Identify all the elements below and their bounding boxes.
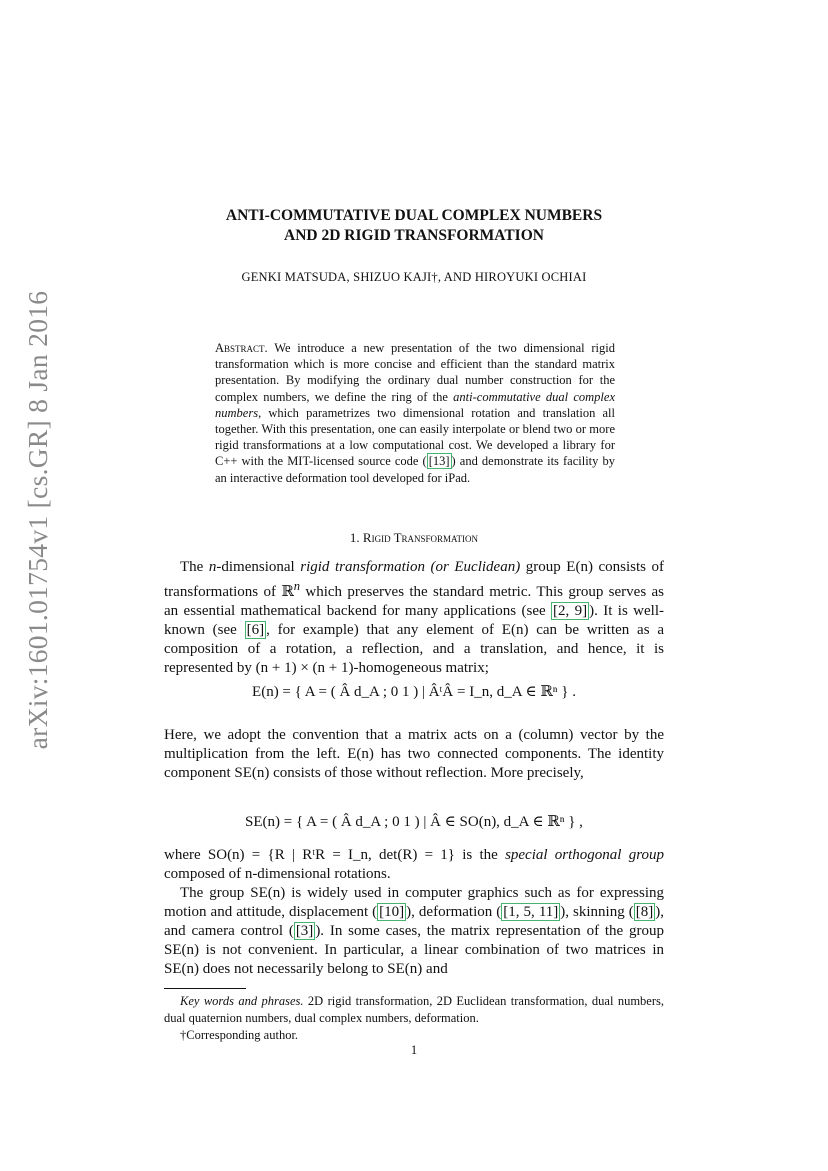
text-run: composed of n-dimensional rotations. (164, 865, 391, 882)
footnote-rule (164, 988, 246, 989)
text-run: , for example) that any element of E(n) can be written as a composition of a rotation, a reflection, and a translation, and hence, it is represented by (n + 1) × (n + 1)-homogeneous matrix; (164, 621, 665, 676)
text-run: ). In some cases, the matrix representation of the group SE(n) is not convenient. In particular, a linear combination of two matrices in SE(n) does not necessarily belong to SE(n) and (164, 922, 664, 977)
citation-link[interactable]: [10] (379, 903, 405, 920)
author-list: GENKI MATSUDA, SHIZUO KAJI†, AND HIROYUKI OCHIAI (241, 270, 587, 284)
abstract-text-1: We introduce a new presentation of the two dimensional rigid transformation which is more concise and efficient than the standard matrix presentation. By modifying the ordinary dual number construction for the complex numbers, we define the ring of the (215, 341, 615, 404)
text-run: The (180, 559, 204, 575)
abstract-text-2: , which parametrizes two dimensional rotation and translation all together. With this presentation, one can easily interpolate or blend two or more rigid transformations at a low computational cost. We developed a library for C++ with the MIT-licensed source code ( (215, 405, 615, 469)
page-number: 1 (410, 1043, 418, 1057)
text-run: The group SE(n) is widely used in computer graphics such as for expressing motion and attitude, displacement ( (164, 885, 664, 920)
text-run: -dimensional (216, 559, 295, 575)
paragraph-special-orthogonal (164, 846, 664, 884)
paragraph-rigid-transformation (164, 558, 664, 677)
math-superscript: n (293, 578, 301, 593)
citation-link[interactable]: [1, 5, 11] (503, 903, 559, 920)
footnote-text: 2D rigid transformation, 2D Euclidean transformation, dual numbers, dual quaternion numbers, dual complex numbers, deformation. (164, 994, 664, 1025)
text-run: which preserves the standard metric. This group serves as an essential mathematical backend for many applications (see (164, 583, 665, 619)
arxiv-side-stamp: arXiv:1601.01754v1 [cs.GR] 8 Jan 2016 (22, 290, 53, 750)
term-emphasis: rigid transformation (or Euclidean) (300, 559, 521, 575)
text-run: ), deformation ( (406, 903, 502, 920)
citation-link[interactable]: [2, 9] (553, 602, 588, 619)
paragraph-applications (164, 884, 664, 979)
text-run: ), and camera control ( (164, 903, 664, 939)
section-heading: 1. Rigid Transformation (349, 530, 479, 545)
paper-title-line-2: AND 2D RIGID TRANSFORMATION (284, 227, 544, 244)
abstract-label: Abstract. (215, 341, 268, 355)
text-run: group E(n) consists of transformations of ℝ (164, 559, 665, 600)
equation-special-euclidean-group: SE(n) = { A = ( Â d_A ; 0 1 ) | Â ∈ SO(n), d_A ∈ ℝⁿ } , (245, 814, 583, 830)
term-emphasis: special orthogonal group (505, 847, 664, 863)
abstract (215, 340, 615, 486)
paragraph-convention: Here, we adopt the convention that a matrix acts on a (column) vector by the multiplication from the left. E(n) has two connected components. The identity component SE(n) consists of those without reflection. More precisely, (164, 727, 664, 781)
text-run: ). It is well-known (see (164, 602, 664, 638)
footnote-keywords (164, 993, 664, 1027)
footnote-label: Key words and phrases. (180, 994, 304, 1008)
abstract-emphasis: anti-commutative dual complex numbers (215, 389, 616, 420)
text-run: where SO(n) = {R | RᵗR = I_n, det(R) = 1} is the (164, 847, 498, 863)
citation-link[interactable]: [3] (295, 922, 314, 939)
math-variable: n (208, 559, 217, 575)
paper-title-line-1: ANTI-COMMUTATIVE DUAL COMPLEX NUMBERS (225, 207, 603, 224)
citation-link[interactable]: [13] (428, 454, 450, 469)
abstract-text-3: ) and demonstrate its facility by an interactive deformation tool developed for iPad. (215, 454, 615, 485)
citation-link[interactable]: [8] (635, 903, 654, 920)
text-run: ), skinning ( (560, 903, 634, 920)
citation-link[interactable]: [6] (246, 621, 265, 638)
equation-euclidean-group: E(n) = { A = ( Â d_A ; 0 1 ) | ÂᵗÂ = I_n, d_A ∈ ℝⁿ } . (252, 684, 576, 700)
footnote-corresponding: †Corresponding author. (180, 1028, 299, 1042)
